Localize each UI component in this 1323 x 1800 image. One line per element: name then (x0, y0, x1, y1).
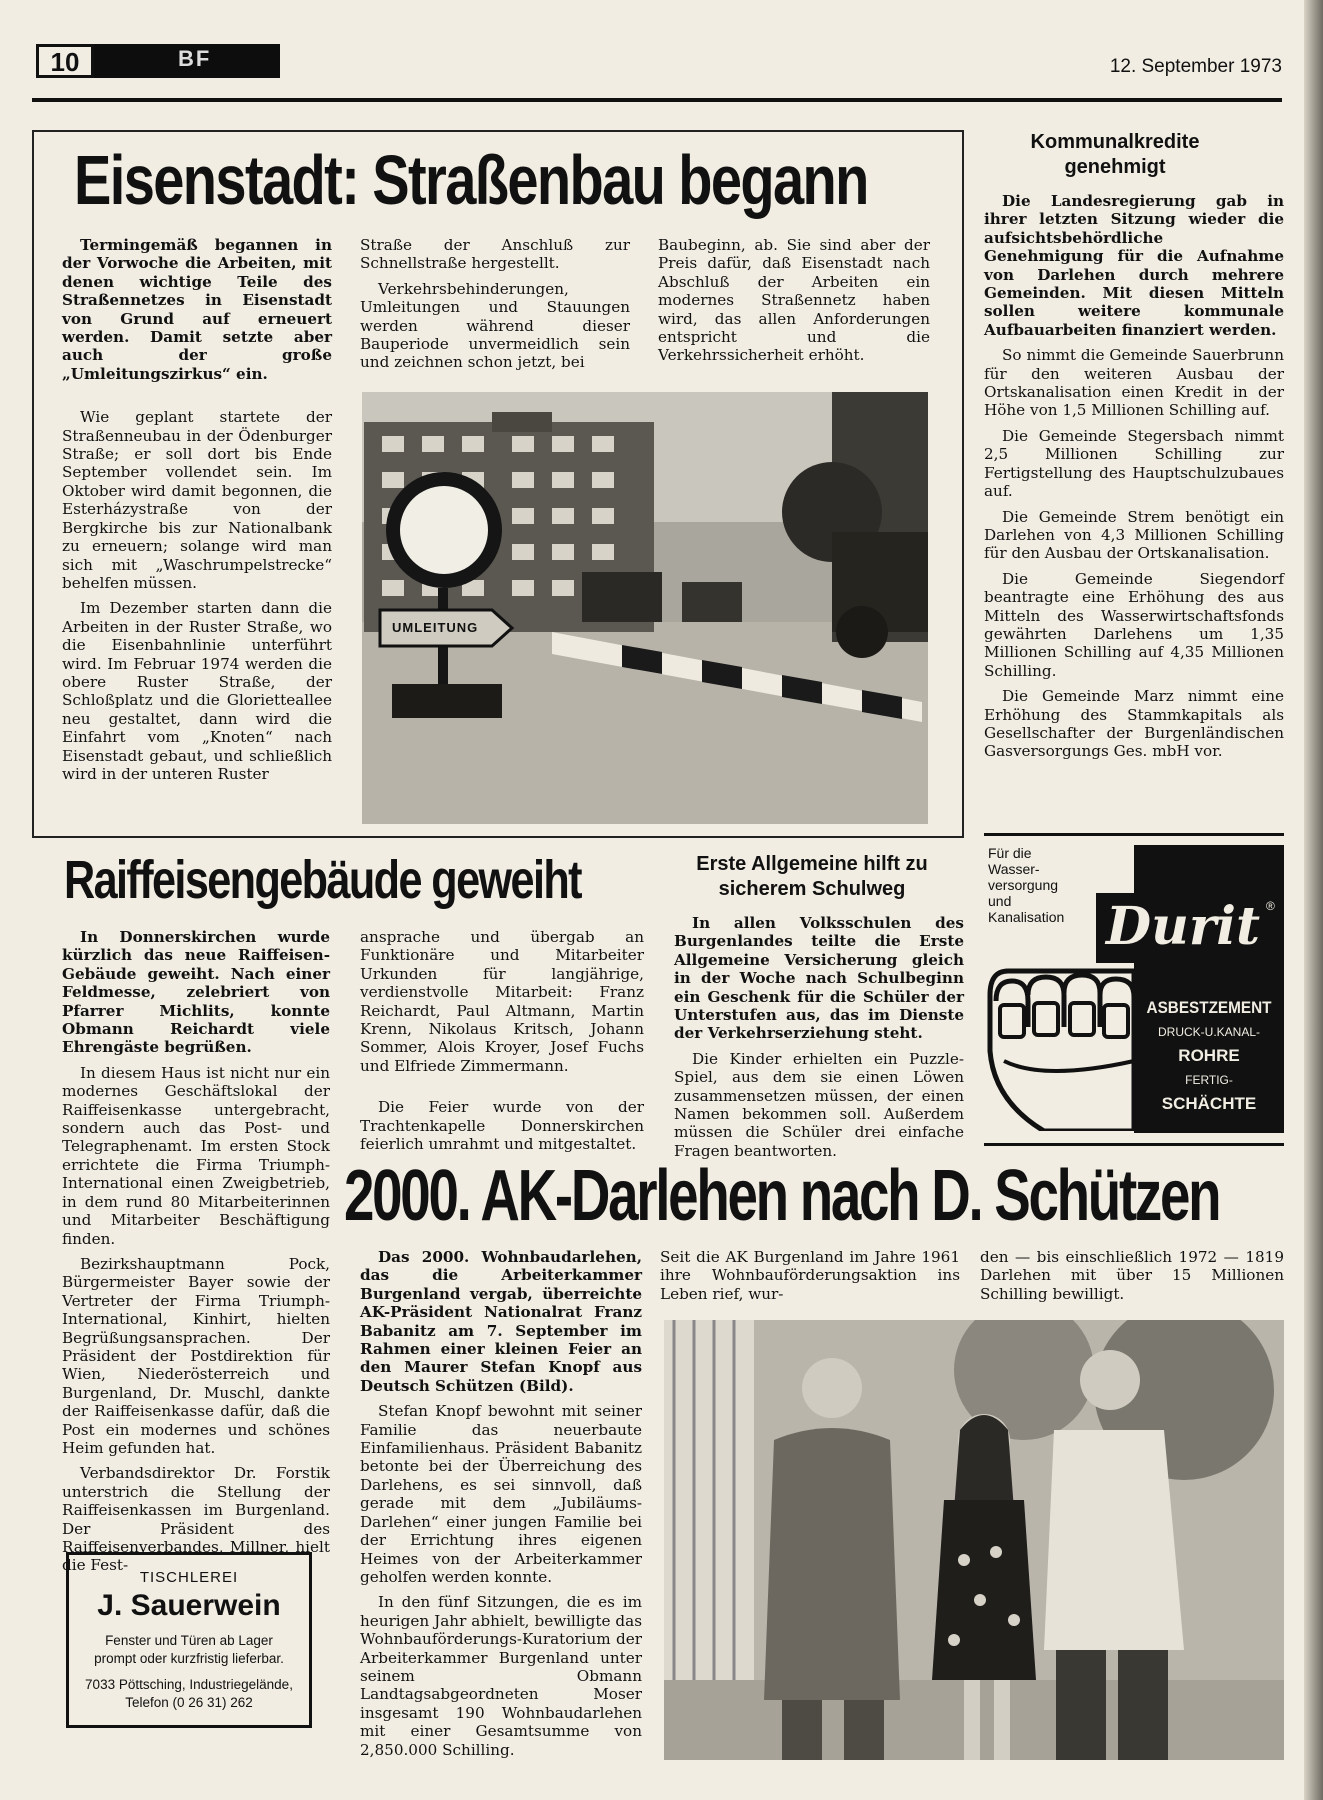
durit-product-line: DRUCK-U.KANAL- (1157, 1025, 1260, 1039)
masthead-rule (32, 98, 1282, 102)
paragraph: Die Gemeinde Strem benötigt ein Darlehen von 4,3 Millionen Schilling für den Ausbau der Ortskanalisation. (984, 507, 1284, 563)
durit-product-line: ROHRE (1178, 1046, 1240, 1065)
article-eisenstadt-col3 (658, 236, 930, 372)
tischlerei-address: 7033 Pöttsching, Industriegelände, (85, 1677, 293, 1692)
tischlerei-line: Fenster und Türen ab Lager (105, 1633, 273, 1648)
durit-tagline-line: Wasser- (988, 861, 1040, 877)
paragraph: Bezirkshauptmann Pock, Bürgermeister Bayer sowie der Vertreter der Firma Triumph-International, Kinhirt, hielten Begrüßungsansprachen. Der Präsident der Postdirektion für Wien, Niederösterreich und Burgenland, Dr. Muschl, dankte der Raiffeisenkasse dafür, daß die Post ein modernes und schönes Heim gefunden hat. (62, 1254, 330, 1457)
article-ak-col3 (980, 1248, 1284, 1310)
sidebar-headline: Kommunalkredite genehmigt (1030, 131, 1200, 178)
paragraph: Die Feier wurde von der Trachtenkapelle Donnerskirchen feierlich umrahmt und mitgestaltet. (360, 1098, 644, 1154)
paragraph: ansprache und übergab an Funktionäre und Mitarbeiter Urkunden für langjährige, verdienstvolle Mitarbeit: Franz Reichardt, Paul Altmann, Martin Krenn, Nikolaus Kritsch, Johann Sommer, Alois Kroyer, Josef Fuchs und Elfriede Zimmermann. (360, 928, 644, 1075)
paragraph: In den fünf Sitzungen, die es im heurigen Jahr abhielt, bewilligte das Wohnbauförderungs-Kuratorium der Arbeiterkammer Burgenland unter seinem Obmann Landtagsabgeordneten Moser insgesamt 190 Wohnbaudarlehen mit einer Gesamtsumme von 2,850.000 Schilling. (360, 1593, 642, 1759)
article-ak-col1 (360, 1248, 642, 1766)
paragraph: Im Dezember starten dann die Arbeiten in der Ruster Straße, wo die Eisenbahnlinie unterführt wird. Im Februar 1974 werden die obere Ruster Straße, der Schloßplatz und die Glorietteallee neu gestaltet, dann wird die Einfahrt vom „Knoten“ nach Eisenstadt gebaut, und schließlich wird in der unteren Ruster (62, 599, 332, 783)
article-ak-lead: Das 2000. Wohnbaudarlehen, das die Arbeiterkammer Burgenland vergab, überreichte AK-Präsident Nationalrat Franz Babanitz am 7. September im Rahmen einer kleinen Feier an den Maurer Stefan Knopf aus Deutsch Schützen (Bild). (360, 1248, 642, 1395)
article-ak-col2 (660, 1248, 960, 1310)
paragraph: Wie geplant startete der Straßenneubau in der Ödenburger Straße; er soll dort bis Ende September vollendet sein. Im Oktober wird damit begonnen, die Esterházystraße von der Bergkirche bis zur Nationalbank zu erneuern; solange wird man sich mit „Waschrumpelstrecke“ behelfen müssen. (62, 408, 332, 592)
roadwork-photo (362, 392, 928, 824)
article-eisenstadt-lead: Termingemäß begannen in der Vorwoche die Arbeiten, mit denen wichtige Teile des Straßennetzes in Eisenstadt von Grund auf erneuert werden. Damit setzte aber auch der große „Umleitungszirkus“ ein. (62, 236, 332, 383)
article-raiffeisen-col2 (360, 928, 644, 1160)
masthead (32, 38, 1282, 102)
durit-tagline-line: Kanalisation (988, 909, 1065, 925)
durit-tagline-line: und (988, 893, 1012, 909)
hand-pipes-icon (984, 931, 1154, 1131)
durit-tagline-line: Für die (988, 845, 1032, 861)
durit-registered-mark: ® (1266, 899, 1275, 913)
paragraph: So nimmt die Gemeinde Sauerbrunn für den weiteren Ausbau der Ortskanalisation einen Kredit in der Höhe von 1,5 Millionen Schilling auf. (984, 346, 1284, 420)
paragraph: Baubeginn, ab. Sie sind aber der Preis dafür, daß Eisenstadt nach Abschluß der Arbeiten ein modernes Straßennetz haben wird, das allen Anforderungen entspricht und die Verkehrssicherheit erhöht. (658, 236, 930, 365)
sidebar-rule (984, 833, 1284, 836)
durit-brand: Durit (1106, 896, 1261, 957)
article-eisenstadt-col2 (360, 236, 630, 379)
durit-product-line: ASBESTZEMENT (1146, 998, 1272, 1017)
sign-text: UMLEITUNG (392, 620, 479, 635)
article-raiffeisen-headline: Raiffeisengebäude geweiht (64, 850, 581, 910)
durit-product-line: SCHÄCHTE (1161, 1094, 1257, 1113)
page-number: 10 (36, 44, 94, 78)
sidebar-lead: Die Landesregierung gab in ihrer letzten Sitzung wieder die aufsichtsbehördliche Genehmigung für die Aufnahme von Darlehen durch mehrere Gemeinden. Mit diesen Mitteln sollen weitere kommunale Aufbauarbeiten finanziert werden. (984, 192, 1284, 339)
paragraph: In diesem Haus ist nicht nur ein modernes Geschäftslokal der Raiffeisenkasse untergebracht, sondern auch das Post- und Telegraphenamt. Im ersten Stock errichtete die Firma Triumph-International einen Zweigbetrieb, in dem rund 80 Mitarbeiterinnen und Mitarbeiter Beschäftigung finden. (62, 1063, 330, 1248)
article-raiffeisen-lead: In Donnerskirchen wurde kürzlich das neue Raiffeisen-Gebäude geweiht. Nach einer Feldmesse, zelebriert von Pfarrer Michlits, konnte Obmann Reichardt viele Ehrengäste begrüßen. (62, 928, 330, 1057)
tischlerei-phone: Telefon (0 26 31) 262 (125, 1695, 253, 1710)
page-edge (1304, 0, 1323, 1800)
paragraph: Stefan Knopf bewohnt mit seiner Familie das neuerbaute Einfamilienhaus. Präsident Babanitz betonte bei der Überreichung des Darlehens, es sei sinnvoll, daß gerade mit dem „Jubiläums-Darlehen“ einer jungen Familie bei der Errichtung ihres eigenen Heimes von der Arbeiterkammer geholfen werden konnte. (360, 1402, 642, 1586)
paragraph: Die Kinder erhielten ein Puzzle-Spiel, aus dem sie einen Löwen zusammensetzen müssen, der einen Namen bekommen soll. Außerdem müssen die Schüler drei einfache Fragen beantworten. (674, 1049, 964, 1160)
paragraph: Die Gemeinde Marz nimmt eine Erhöhung des Stammkapitals als Gesellschafter der Burgenländischen Gasversorgungs Ges. mbH vor. (984, 687, 1284, 761)
sidebar-body (984, 192, 1284, 768)
durit-products (1136, 995, 1282, 1117)
paragraph: Die Gemeinde Stegersbach nimmt 2,5 Millionen Schilling zur Fertigstellung des Hauptschulzubaues auf. (984, 426, 1284, 501)
tischlerei-heading: TISCHLEREI (139, 1569, 239, 1586)
article-erste-lead: In allen Volksschulen des Burgenlandes teilte die Erste Allgemeine Versicherung gleich in der Woche nach Schulbeginn ein Geschenk für die Schüler der Unterstufen aus, das im Dienste der Verkehrserziehung steht. (674, 914, 964, 1043)
article-ak-headline: 2000. AK-Darlehen nach D. Schützen (344, 1156, 1220, 1236)
tischlerei-advertisement (66, 1552, 312, 1728)
tischlerei-name: J. Sauerwein (97, 1589, 281, 1622)
paragraph: Die Gemeinde Siegendorf beantragte eine Erhöhung des aus Mitteln des Wasserwirtschaftsfonds gewährten Darlehens um 1,35 Millionen Schilling auf 4,35 Millionen Schilling. (984, 569, 1284, 680)
roadwork-illustration (362, 392, 928, 824)
paragraph: Seit die AK Burgenland im Jahre 1961 ihre Wohnbauförderungsaktion ins Leben rief, wur- (660, 1248, 960, 1303)
article-erste-body (674, 914, 964, 1167)
article-eisenstadt-headline: Eisenstadt: Straßenbau begann (74, 141, 868, 219)
paragraph: Verkehrsbehinderungen, Umleitungen und Stauungen werden während dieser Bauperiode unvermeidlich sein und zeichnen schon jetzt, bei (360, 279, 630, 372)
article-raiffeisen-col1 (62, 928, 330, 1582)
handover-photo (664, 1320, 1284, 1760)
tischlerei-line: prompt oder kurzfristig lieferbar. (94, 1651, 284, 1666)
section-code: BF (178, 46, 212, 71)
article-erste-headline: Erste Allgemeine hilft zu sicherem Schulweg (696, 853, 928, 900)
paragraph: Verbandsdirektor Dr. Forstik unterstrich die Stellung der Raiffeisenkassen im Burgenland. Der Präsident des Raiffeisenverbandes, Millner, hielt die Fest- (62, 1464, 330, 1575)
issue-date: 12. September 1973 (1109, 56, 1282, 77)
ad-rule (984, 1143, 1284, 1146)
paragraph: den — bis einschließlich 1972 — 1819 Darlehen mit über 15 Millionen Schilling bewilligt. (980, 1248, 1284, 1303)
durit-tagline (988, 845, 1098, 925)
handover-illustration (664, 1320, 1284, 1760)
durit-advertisement (984, 845, 1284, 1135)
article-eisenstadt-col1 (62, 236, 332, 790)
paragraph: Straße der Anschluß zur Schnellstraße hergestellt. (360, 236, 630, 273)
durit-product-line: FERTIG- (1185, 1073, 1233, 1087)
durit-tagline-line: versorgung (988, 877, 1059, 893)
